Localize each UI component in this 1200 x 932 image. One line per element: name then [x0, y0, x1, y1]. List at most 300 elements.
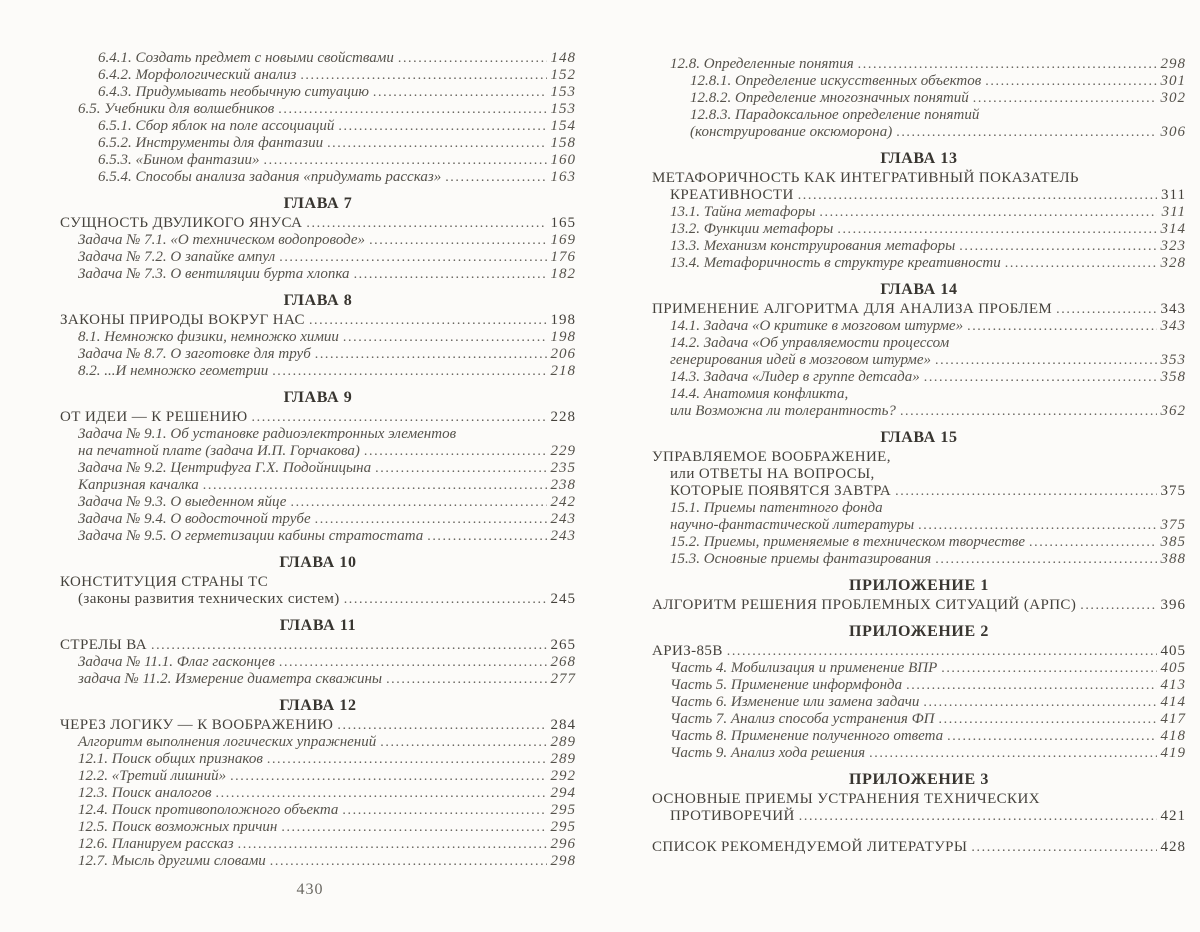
toc-entry-title: 14.3. Задача «Лидер в группе детсада» [670, 369, 920, 385]
dot-leader [896, 124, 1157, 141]
dot-leader [923, 694, 1157, 711]
dot-leader [373, 84, 547, 101]
chapter-heading: ГЛАВА 8 [283, 292, 353, 309]
toc-entry [60, 266, 576, 283]
toc-entry-title: ОТ ИДЕИ — К РЕШЕНИЮ [60, 409, 248, 425]
page-ref: 311 [1161, 204, 1186, 220]
page-ref: 362 [1160, 403, 1186, 419]
page-ref: 295 [550, 819, 576, 835]
toc-entry [60, 135, 576, 152]
toc-line [60, 494, 576, 511]
toc-entry-title: СУЩНОСТЬ ДВУЛИКОГО ЯНУСА [60, 215, 303, 231]
page-ref: 358 [1160, 369, 1186, 385]
dot-leader [375, 460, 547, 477]
toc-entry-title: 6.5.1. Сбор яблок на поле ассоциаций [98, 118, 335, 134]
toc-line: 15.1. Приемы патентного фонда [670, 500, 883, 516]
toc-line [652, 483, 1186, 500]
toc-line [60, 768, 576, 785]
toc-entry [60, 249, 576, 266]
page-ref: 206 [550, 346, 576, 362]
page-ref: 375 [1160, 517, 1186, 533]
dot-leader [967, 318, 1157, 335]
page-number: 430 [296, 881, 324, 898]
dot-leader [939, 711, 1158, 728]
page-ref: 218 [550, 363, 576, 379]
page-ref: 306 [1160, 124, 1186, 140]
dot-leader [427, 528, 547, 545]
toc-entry [652, 500, 1186, 534]
page-ref: 419 [1160, 745, 1186, 761]
toc-entry [652, 745, 1186, 762]
dot-leader [869, 745, 1157, 762]
toc-line [652, 352, 1186, 369]
toc-entry [60, 637, 576, 654]
dot-leader [270, 853, 547, 870]
toc-entry [60, 768, 576, 785]
toc-entry-title: 6.5.3. «Бином фантазии» [98, 152, 260, 168]
dot-leader [364, 443, 547, 460]
page-ref: 228 [550, 409, 576, 425]
dot-leader [924, 369, 1157, 386]
toc-entry-title: Часть 5. Применение информфонда [670, 677, 903, 693]
toc-entry [60, 853, 576, 870]
toc-entry-title: Капризная качалка [78, 477, 199, 493]
toc-entry [60, 528, 576, 545]
dot-leader [386, 671, 547, 688]
toc-line [60, 409, 576, 426]
dot-leader [267, 751, 547, 768]
toc-entry [60, 494, 576, 511]
page-ref: 243 [550, 528, 576, 544]
toc-line [652, 301, 1186, 318]
toc-entry-title: 13.4. Метафоричность в структуре креативности [670, 255, 1001, 271]
toc-entry-title: Часть 8. Применение полученного ответа [670, 728, 944, 744]
dot-leader [959, 238, 1157, 255]
page-ref: 343 [1160, 301, 1186, 317]
toc-line [60, 443, 576, 460]
toc-entry [60, 511, 576, 528]
toc-entry-title: 15.2. Приемы, применяемые в техническом творчестве [670, 534, 1026, 550]
toc-line [60, 477, 576, 494]
toc-line [652, 660, 1186, 677]
dot-leader [344, 591, 547, 608]
page-ref: 292 [550, 768, 576, 784]
toc-entry-title: 12.6. Планируем рассказ [78, 836, 234, 852]
toc-entry [652, 694, 1186, 711]
toc-entry [652, 660, 1186, 677]
toc-entry-title: 6.4.3. Придумывать необычную ситуацию [98, 84, 369, 100]
toc-line [60, 511, 576, 528]
toc-entry [60, 426, 576, 460]
page-ref: 353 [1160, 352, 1186, 368]
page-ref: 284 [550, 717, 576, 733]
toc-line [60, 528, 576, 545]
toc-line [652, 517, 1186, 534]
toc-line [60, 152, 576, 169]
page-ref: 323 [1160, 238, 1186, 254]
toc-line [652, 204, 1186, 221]
page-ref: 295 [550, 802, 576, 818]
dot-leader [290, 494, 547, 511]
toc-line: или ОТВЕТЫ НА ВОПРОСЫ, [670, 466, 875, 482]
toc-line [652, 677, 1186, 694]
toc-line [60, 751, 576, 768]
dot-leader [216, 785, 547, 802]
toc-line: 14.2. Задача «Об управляемости процессом [670, 335, 950, 351]
page-ref: 238 [550, 477, 576, 493]
toc-line [652, 56, 1186, 73]
toc-entry-title: 8.1. Немножко физики, немножко химии [78, 329, 339, 345]
page-ref: 396 [1160, 597, 1186, 613]
toc-line [60, 734, 576, 751]
toc-line [60, 67, 576, 84]
toc-line [60, 671, 576, 688]
dot-leader [342, 802, 547, 819]
toc-line [652, 255, 1186, 272]
toc-entry [652, 839, 1186, 856]
dot-leader [837, 221, 1157, 238]
toc-entry-title: генерирования идей в мозговом штурме» [670, 352, 931, 368]
chapter-heading: ПРИЛОЖЕНИЕ 2 [849, 623, 989, 640]
page-ref: 198 [550, 312, 576, 328]
toc-entry [60, 802, 576, 819]
page-ref: 245 [550, 591, 576, 607]
dot-leader [799, 808, 1157, 825]
dot-leader [300, 67, 547, 84]
chapter-heading: ГЛАВА 7 [283, 195, 353, 212]
toc-entry-title: 12.8. Определенные понятия [670, 56, 854, 72]
page-ref: 343 [1160, 318, 1186, 334]
toc-entry [60, 67, 576, 84]
toc-entry-title: научно-фантастической литературы [670, 517, 915, 533]
toc-entry [60, 169, 576, 186]
toc-entry-title: 12.1. Поиск общих признаков [78, 751, 263, 767]
toc-entry-title: КОТОРЫЕ ПОЯВЯТСЯ ЗАВТРА [670, 483, 892, 499]
toc-entry-title: ПРОТИВОРЕЧИЙ [670, 808, 795, 824]
toc-line: 14.4. Анатомия конфликта, [670, 386, 849, 402]
page-ref: 301 [1160, 73, 1186, 89]
toc-entry-title: Задача № 7.3. О вентиляции бурта хлопка [78, 266, 350, 282]
page-ref: 405 [1160, 660, 1186, 676]
toc-entry-title: на печатной плате (задача И.П. Горчакова) [78, 443, 360, 459]
toc-entry-title: 6.4.1. Создать предмет с новыми свойствами [98, 50, 394, 66]
toc-entry-title: 6.4.2. Морфологический анализ [98, 67, 297, 83]
toc-entry [60, 346, 576, 363]
page-ref: 242 [550, 494, 576, 510]
toc-line [60, 215, 576, 232]
page-ref: 314 [1160, 221, 1186, 237]
page-ref: 265 [550, 637, 576, 653]
toc-entry [652, 449, 1186, 500]
toc-line [652, 73, 1186, 90]
toc-line [60, 329, 576, 346]
page-ref: 298 [550, 853, 576, 869]
dot-leader [819, 204, 1157, 221]
dot-leader [798, 187, 1157, 204]
dot-leader [445, 169, 547, 186]
page-ref: 417 [1160, 711, 1186, 727]
page-ref: 158 [550, 135, 576, 151]
page-ref: 277 [550, 671, 576, 687]
toc-entry-title: ЧЕРЕЗ ЛОГИКУ — К ВООБРАЖЕНИЮ [60, 717, 334, 733]
toc-entry [652, 90, 1186, 107]
dot-leader [973, 90, 1157, 107]
toc-entry [652, 711, 1186, 728]
toc-entry-title: 12.2. «Третий лишний» [78, 768, 227, 784]
page-ref: 405 [1160, 643, 1186, 659]
toc-entry [652, 791, 1186, 825]
toc-entry [652, 238, 1186, 255]
toc-entry-title: Алгоритм выполнения логических упражнений [78, 734, 377, 750]
toc-entry [652, 170, 1186, 204]
toc-entry-title: Задача № 9.2. Центрифуга Г.Х. Подойницына [78, 460, 372, 476]
toc-line [652, 551, 1186, 568]
toc-line [60, 169, 576, 186]
page-ref: 198 [550, 329, 576, 345]
dot-leader [906, 677, 1157, 694]
toc-entry-title: или Возможна ли толерантность? [670, 403, 896, 419]
toc-entry [652, 386, 1186, 420]
toc-entry [652, 221, 1186, 238]
dot-leader [306, 215, 547, 232]
dot-leader [354, 266, 547, 283]
dot-leader [985, 73, 1157, 90]
toc-entry [60, 717, 576, 734]
page-ref: 385 [1160, 534, 1186, 550]
toc-entry [60, 215, 576, 232]
dot-leader [380, 734, 547, 751]
toc-entry-title: ЗАКОНЫ ПРИРОДЫ ВОКРУГ НАС [60, 312, 305, 328]
toc-entry [60, 232, 576, 249]
toc-line [652, 694, 1186, 711]
toc-line [652, 728, 1186, 745]
dot-leader [858, 56, 1157, 73]
toc-entry-title: ПРИМЕНЕНИЕ АЛГОРИТМА ДЛЯ АНАЛИЗА ПРОБЛЕМ [652, 301, 1053, 317]
toc-line [60, 654, 576, 671]
dot-leader [279, 654, 547, 671]
toc-entry [60, 409, 576, 426]
page-ref: 421 [1160, 808, 1186, 824]
toc-line [60, 853, 576, 870]
page-ref: 294 [550, 785, 576, 801]
toc-entry [60, 363, 576, 380]
toc-line [652, 124, 1186, 141]
dot-leader [727, 643, 1157, 660]
page-ref: 229 [550, 443, 576, 459]
dot-leader [918, 517, 1157, 534]
toc-entry-title: 6.5.2. Инструменты для фантазии [98, 135, 324, 151]
dot-leader [151, 637, 547, 654]
toc-entry [652, 255, 1186, 272]
toc-entry-title: 6.5.4. Способы анализа задания «придумать рассказ» [98, 169, 442, 185]
toc-entry [652, 204, 1186, 221]
dot-leader [281, 819, 547, 836]
toc-entry [652, 73, 1186, 90]
toc-line [652, 221, 1186, 238]
toc-entry [652, 107, 1186, 141]
toc-entry [652, 369, 1186, 386]
toc-entry-title: 12.3. Поиск аналогов [78, 785, 212, 801]
toc-entry-title: СТРЕЛЫ ВА [60, 637, 147, 653]
dot-leader [315, 346, 547, 363]
toc-entry [652, 643, 1186, 660]
toc-line [60, 232, 576, 249]
page-ref: 153 [550, 101, 576, 117]
toc-entry-title: 15.3. Основные приемы фантазирования [670, 551, 932, 567]
toc-entry-title: 13.2. Функции метафоры [670, 221, 834, 237]
chapter-heading: ПРИЛОЖЕНИЕ 3 [849, 771, 989, 788]
page-ref: 328 [1160, 255, 1186, 271]
toc-line [60, 637, 576, 654]
toc-entry-title: 12.4. Поиск противоположного объекта [78, 802, 339, 818]
toc-entry-title: Задача № 7.2. О запайке ампул [78, 249, 276, 265]
toc-entry [60, 118, 576, 135]
page-ref: 165 [550, 215, 576, 231]
toc-entry [652, 597, 1186, 614]
toc-entry-title: Задача № 7.1. «О техническом водопроводе» [78, 232, 366, 248]
toc-entry-title: АЛГОРИТМ РЕШЕНИЯ ПРОБЛЕМНЫХ СИТУАЦИЙ (АРПС) [652, 597, 1077, 613]
page-ref: 152 [550, 67, 576, 83]
dot-leader [941, 660, 1157, 677]
toc-entry [652, 728, 1186, 745]
chapter-heading: ПРИЛОЖЕНИЕ 1 [849, 577, 989, 594]
page-ref: 388 [1160, 551, 1186, 567]
toc-entry [60, 312, 576, 329]
page-ref: 289 [550, 734, 576, 750]
toc-line [652, 808, 1186, 825]
toc-entry [60, 836, 576, 853]
toc-line [60, 135, 576, 152]
dot-leader [369, 232, 547, 249]
toc-entry [60, 477, 576, 494]
page-ref: 414 [1160, 694, 1186, 710]
toc-line [60, 84, 576, 101]
dot-leader [338, 118, 547, 135]
toc-line [652, 238, 1186, 255]
toc-line [652, 839, 1186, 856]
toc-line [652, 534, 1186, 551]
toc-entry-title: 12.7. Мысль другими словами [78, 853, 266, 869]
toc-line [60, 785, 576, 802]
toc-line [652, 90, 1186, 107]
toc-entry [60, 785, 576, 802]
toc-entry [60, 734, 576, 751]
toc-entry-title: Задача № 8.7. О заготовке для труб [78, 346, 311, 362]
page-ref: 169 [550, 232, 576, 248]
toc-entry [60, 819, 576, 836]
page-ref: 289 [550, 751, 576, 767]
toc-line [60, 836, 576, 853]
dot-leader [327, 135, 547, 152]
dot-leader [935, 551, 1157, 568]
page-ref: 311 [1161, 187, 1186, 203]
page-ref: 163 [550, 169, 576, 185]
toc-line [60, 363, 576, 380]
toc-entry-title: (законы развития технических систем) [78, 591, 340, 607]
toc-entry-title: 6.5. Учебники для волшебников [78, 101, 275, 117]
dot-leader [252, 409, 547, 426]
dot-leader [279, 249, 547, 266]
toc-line [60, 101, 576, 118]
dot-leader [315, 511, 547, 528]
page-ref: 182 [550, 266, 576, 282]
dot-leader [398, 50, 547, 67]
toc-line: КОНСТИТУЦИЯ СТРАНЫ ТС [60, 574, 269, 590]
page-ref: 148 [550, 50, 576, 66]
toc-entry-title: 14.1. Задача «О критике в мозговом штурме» [670, 318, 964, 334]
toc-entry [60, 460, 576, 477]
page-ref: 298 [1160, 56, 1186, 72]
toc-entry [60, 654, 576, 671]
toc-page-left [60, 50, 576, 870]
toc-line [652, 403, 1186, 420]
toc-entry-title: Часть 6. Изменение или замена задачи [670, 694, 920, 710]
toc-entry-title: СПИСОК РЕКОМЕНДУЕМОЙ ЛИТЕРАТУРЫ [652, 839, 968, 855]
toc-entry-title: Задача № 9.4. О водосточной трубе [78, 511, 311, 527]
toc-entry [652, 301, 1186, 318]
page-ref: 413 [1160, 677, 1186, 693]
toc-entry-title: АРИЗ-85В [652, 643, 723, 659]
chapter-heading: ГЛАВА 9 [283, 389, 353, 406]
page-ref: 268 [550, 654, 576, 670]
dot-leader [1005, 255, 1157, 272]
toc-entry-title: 13.3. Механизм конструирования метафоры [670, 238, 956, 254]
dot-leader [343, 329, 547, 346]
page-ref: 176 [550, 249, 576, 265]
toc-line: Задача № 9.1. Об установке радиоэлектронных элементов [78, 426, 457, 442]
toc-line [60, 460, 576, 477]
toc-entry [60, 50, 576, 67]
page-ref: 154 [550, 118, 576, 134]
toc-entry [60, 84, 576, 101]
toc-entry-title: Часть 7. Анализ способа устранения ФП [670, 711, 935, 727]
page-ref: 418 [1160, 728, 1186, 744]
chapter-heading: ГЛАВА 15 [880, 429, 958, 446]
toc-line [60, 802, 576, 819]
toc-entry-title: 12.8.1. Определение искусственных объектов [690, 73, 982, 89]
chapter-heading: ГЛАВА 12 [279, 697, 357, 714]
dot-leader [230, 768, 547, 785]
toc-line [652, 711, 1186, 728]
toc-line [652, 643, 1186, 660]
toc-entry [60, 574, 576, 608]
toc-entry-title: задача № 11.2. Измерение диаметра скважины [78, 671, 383, 687]
page-ref: 302 [1160, 90, 1186, 106]
toc-entry-title: 13.1. Тайна метафоры [670, 204, 816, 220]
toc-line [60, 591, 576, 608]
chapter-heading: ГЛАВА 10 [279, 554, 357, 571]
dot-leader [1029, 534, 1157, 551]
toc-line [60, 717, 576, 734]
toc-line: МЕТАФОРИЧНОСТЬ КАК ИНТЕГРАТИВНЫЙ ПОКАЗАТЕЛЬ [652, 170, 1079, 186]
toc-entry-title: Часть 9. Анализ хода решения [670, 745, 866, 761]
toc-line [60, 312, 576, 329]
toc-entry [60, 671, 576, 688]
dot-leader [278, 101, 547, 118]
toc-line [652, 597, 1186, 614]
chapter-heading: ГЛАВА 13 [880, 150, 958, 167]
dot-leader [947, 728, 1157, 745]
page-ref: 153 [550, 84, 576, 100]
toc-line: УПРАВЛЯЕМОЕ ВООБРАЖЕНИЕ, [652, 449, 891, 465]
dot-leader [1080, 597, 1157, 614]
toc-line: ОСНОВНЫЕ ПРИЕМЫ УСТРАНЕНИЯ ТЕХНИЧЕСКИХ [652, 791, 1040, 807]
toc-entry [652, 318, 1186, 335]
dot-leader [309, 312, 547, 329]
chapter-heading: ГЛАВА 14 [880, 281, 958, 298]
dot-leader [900, 403, 1157, 420]
dot-leader [935, 352, 1157, 369]
